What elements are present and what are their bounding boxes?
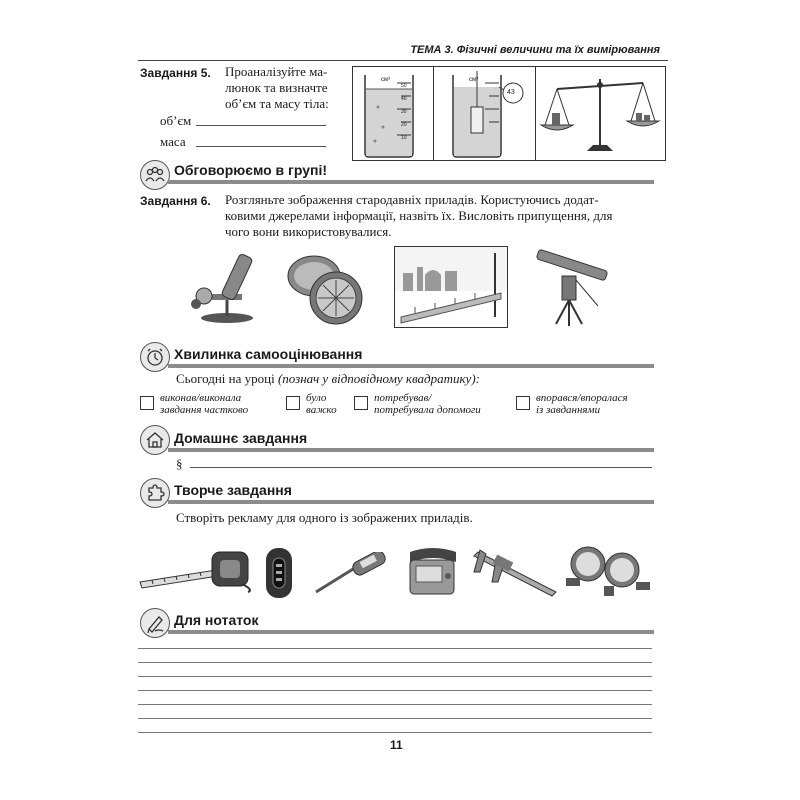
microscope-picture <box>182 244 272 326</box>
section-bar <box>168 500 654 504</box>
option-difficult <box>306 392 337 416</box>
water-meters-picture <box>564 542 652 598</box>
note-line[interactable] <box>138 662 652 663</box>
section-bar <box>168 180 654 184</box>
compass-sundial-picture <box>282 248 374 328</box>
scale-mark: 30 <box>401 109 407 115</box>
scale-marks <box>401 80 407 145</box>
option-needed-help <box>374 392 481 416</box>
home-icon <box>140 425 170 455</box>
option-partial <box>160 392 248 416</box>
section-bar <box>168 630 654 634</box>
option-line: потребувала допомоги <box>374 404 481 416</box>
puzzle-icon <box>140 478 170 508</box>
fitness-band-picture <box>262 546 296 600</box>
section-title-self: Хвилинка самооцінювання <box>174 346 363 362</box>
pencil-hand-icon <box>140 608 170 638</box>
section-title-notes: Для нотаток <box>174 612 259 628</box>
mass-label: маса <box>160 134 186 149</box>
beaker-with-body-picture <box>433 67 536 160</box>
section-title-creative: Творче завдання <box>174 482 292 498</box>
volume-answer-line[interactable] <box>196 113 326 126</box>
task5-label: Завдання 5. <box>140 66 211 80</box>
header-divider <box>138 60 668 61</box>
page-number: 11 <box>390 738 403 752</box>
paragraph-sign: § <box>176 456 183 471</box>
note-line[interactable] <box>138 718 652 719</box>
digital-thermometer-picture <box>312 552 388 596</box>
scale-mark: 10 <box>401 135 407 141</box>
balance-scale-picture <box>535 67 665 160</box>
task5-line: об’єм та масу тіла: <box>225 96 329 111</box>
option-line: виконав/виконала <box>160 392 242 404</box>
task5-text <box>225 64 329 112</box>
task6-line: чого вони використовувалися. <box>225 224 392 239</box>
note-line[interactable] <box>138 732 652 733</box>
homework-answer-line[interactable] <box>190 455 652 468</box>
beaker-water-picture <box>353 67 434 160</box>
scale-mark: 40 <box>401 96 407 102</box>
self-intro <box>176 371 480 387</box>
option-line: впорався/впоралася <box>536 392 628 404</box>
section-bar <box>168 448 654 452</box>
zoom-label: 43 <box>507 89 515 96</box>
people-group-icon <box>140 160 170 190</box>
cylinder-unit: см³ <box>381 77 391 83</box>
checkbox-needed-help[interactable] <box>354 396 368 410</box>
alarm-clock-icon <box>140 342 170 372</box>
task6-label: Завдання 6. <box>140 194 211 208</box>
checkbox-partial[interactable] <box>140 396 154 410</box>
section-title-home: Домашнє завдання <box>174 430 308 446</box>
option-line: завдання частково <box>160 404 249 416</box>
caliper-picture <box>470 542 558 598</box>
task5-line: Проаналізуйте ма- <box>225 64 328 79</box>
self-intro-text: Сьогодні на уроці <box>176 371 275 386</box>
task6-text <box>225 192 655 240</box>
scale-mark: 50 <box>401 83 407 89</box>
mass-answer-line[interactable] <box>196 134 326 147</box>
section-title-group: Обговорюємо в групі! <box>174 162 328 178</box>
self-intro-hint: (познач у відповідному квадратику): <box>277 371 480 386</box>
note-line[interactable] <box>138 690 652 691</box>
topic-header: ТЕМА 3. Фізичні величини та їх вимірювання <box>410 44 660 56</box>
telescope-picture <box>532 246 612 328</box>
note-line[interactable] <box>138 676 652 677</box>
volume-label: об’єм <box>160 113 192 128</box>
note-line[interactable] <box>138 648 652 649</box>
task5-line: люнок та визначте <box>225 80 328 95</box>
note-line[interactable] <box>138 704 652 705</box>
option-line: із завданнями <box>536 404 601 416</box>
task6-line: Розгляньте зображення стародавніх приладів. Користуючись додат- <box>225 192 599 207</box>
creative-text: Створіть рекламу для одного із зображених приладів. <box>176 510 473 525</box>
section-bar <box>168 364 654 368</box>
checkbox-difficult[interactable] <box>286 396 300 410</box>
task5-picture-panel <box>352 66 666 161</box>
tape-measure-picture <box>138 544 254 594</box>
option-line: потребував/ <box>374 392 432 404</box>
observatory-picture <box>394 246 508 328</box>
task6-line: ковими джерелами інформації, назвіть їх. Висловіть припущення, для <box>225 208 613 223</box>
option-line: було <box>306 392 327 404</box>
cylinder-unit-2: см³ <box>469 77 479 83</box>
scale-mark: 20 <box>401 122 407 128</box>
option-managed <box>536 392 628 416</box>
blood-pressure-monitor-picture <box>404 546 462 598</box>
option-line: важко <box>306 404 337 416</box>
checkbox-managed[interactable] <box>516 396 530 410</box>
